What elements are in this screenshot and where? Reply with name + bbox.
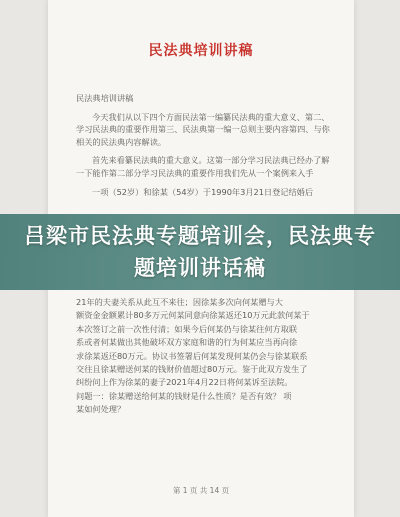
text-line: 某如何处理？ xyxy=(76,404,126,415)
text-line: 交往且徐某赠送何某的钱财价值超过80万元。鉴于此双方发生了 xyxy=(76,364,308,375)
page-number: 第 1 页 共 14 页 xyxy=(172,486,230,495)
paragraph: 今天我们从以下四个方面民法第一编纂民法典的重大意义、第二、学习民法典的重要作用第三、民法典第一编一总则主要内容第四、与你相关的民法典内容解读。 xyxy=(76,111,330,147)
text-line: 问题一：徐某赠送给何某的钱财是什么性质？是否有效？ 项 xyxy=(76,390,292,401)
document-title: 民法典培训讲稿 xyxy=(148,43,254,59)
banner-title: 吕梁市民法典专题培训会，民法典专题培训讲话稿 xyxy=(24,224,376,280)
paragraph: 一项（52岁）和徐某（54岁）于1990年3月21日登记结婚后 xyxy=(92,186,314,197)
text-line: 本次签订之前一次性付清；如果今后何某仍与徐某往何方取联 xyxy=(76,323,298,334)
text-line: 纠纷问上作为徐某的妻子2021年4月22日将何某诉至法院。 xyxy=(76,377,293,388)
title-banner xyxy=(0,214,400,290)
document-heading: 民法典培训讲稿 xyxy=(76,93,134,103)
document-body xyxy=(76,92,332,204)
text-line: 系或者何某做出其他破坏双方家庭和谐的行为何某应当再向徐 xyxy=(76,337,298,348)
paragraph: 首先来看纂民法典的重大意义。这第一部分学习民法典已经办了解一下能作第二部分学习民法典的重要作用我们先从一个案例来入手 xyxy=(76,155,330,178)
text-line: 额资金金额累计80多万元何某同意向徐某返还10万元此款何某于 xyxy=(76,310,310,321)
text-line: 21年的夫妻关系从此互不来往；因徐某多次向何某赠与大 xyxy=(76,297,283,307)
text-line: 求徐某返还80万元。协议书签署后何某发现何某仍会与徐某联系 xyxy=(76,350,308,361)
document-body-continued xyxy=(76,296,332,417)
